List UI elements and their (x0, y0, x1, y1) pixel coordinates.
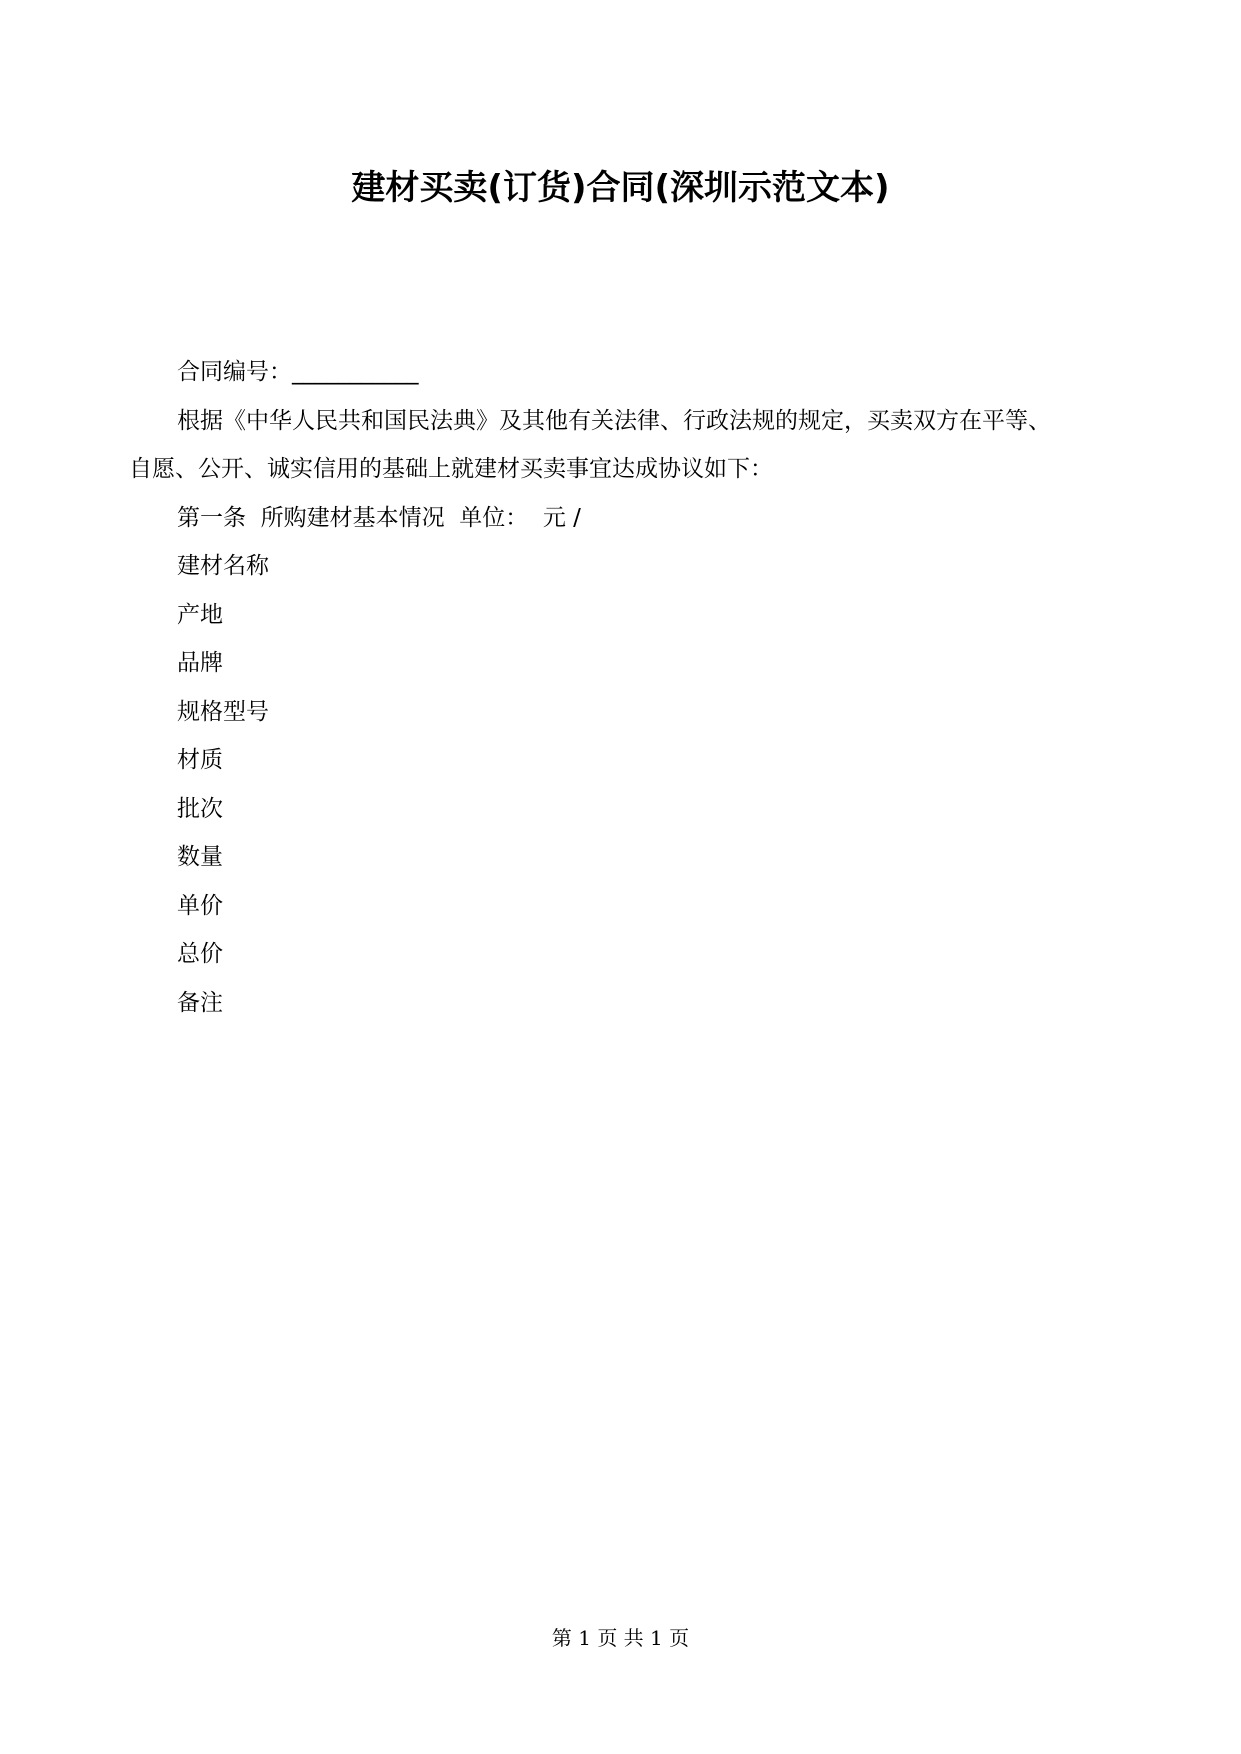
field-brand: 品牌 (177, 650, 223, 676)
field-unit-price: 单价 (177, 892, 223, 919)
field-material-name: 建材名称 (177, 553, 269, 579)
preamble-line-1: 根据《中华人民共和国民法典》及其他有关法律、行政法规的规定，买卖双方在平等、 (177, 407, 1051, 434)
field-quantity: 数量 (177, 844, 223, 870)
field-material-quality: 材质 (177, 747, 223, 773)
field-remarks: 备注 (177, 989, 223, 1016)
field-origin: 产地 (177, 601, 223, 628)
article-1-heading: 第一条 所购建材基本情况 单位： 元 / (177, 504, 581, 531)
preamble-line-2: 自愿、公开、诚实信用的基础上就建材买卖事宜达成协议如下： (129, 456, 773, 482)
page-footer: 第 1 页 共 1 页 (551, 1626, 690, 1650)
document-title: 建材买卖(订货)合同(深圳示范文本) (351, 168, 890, 208)
document-body (129, 348, 1098, 1027)
contract-number: 合同编号：___________ (177, 359, 419, 385)
field-batch: 批次 (177, 795, 223, 822)
preamble-paragraph (129, 397, 1098, 494)
field-total-price: 总价 (177, 941, 223, 967)
field-spec-model: 规格型号 (177, 698, 269, 725)
